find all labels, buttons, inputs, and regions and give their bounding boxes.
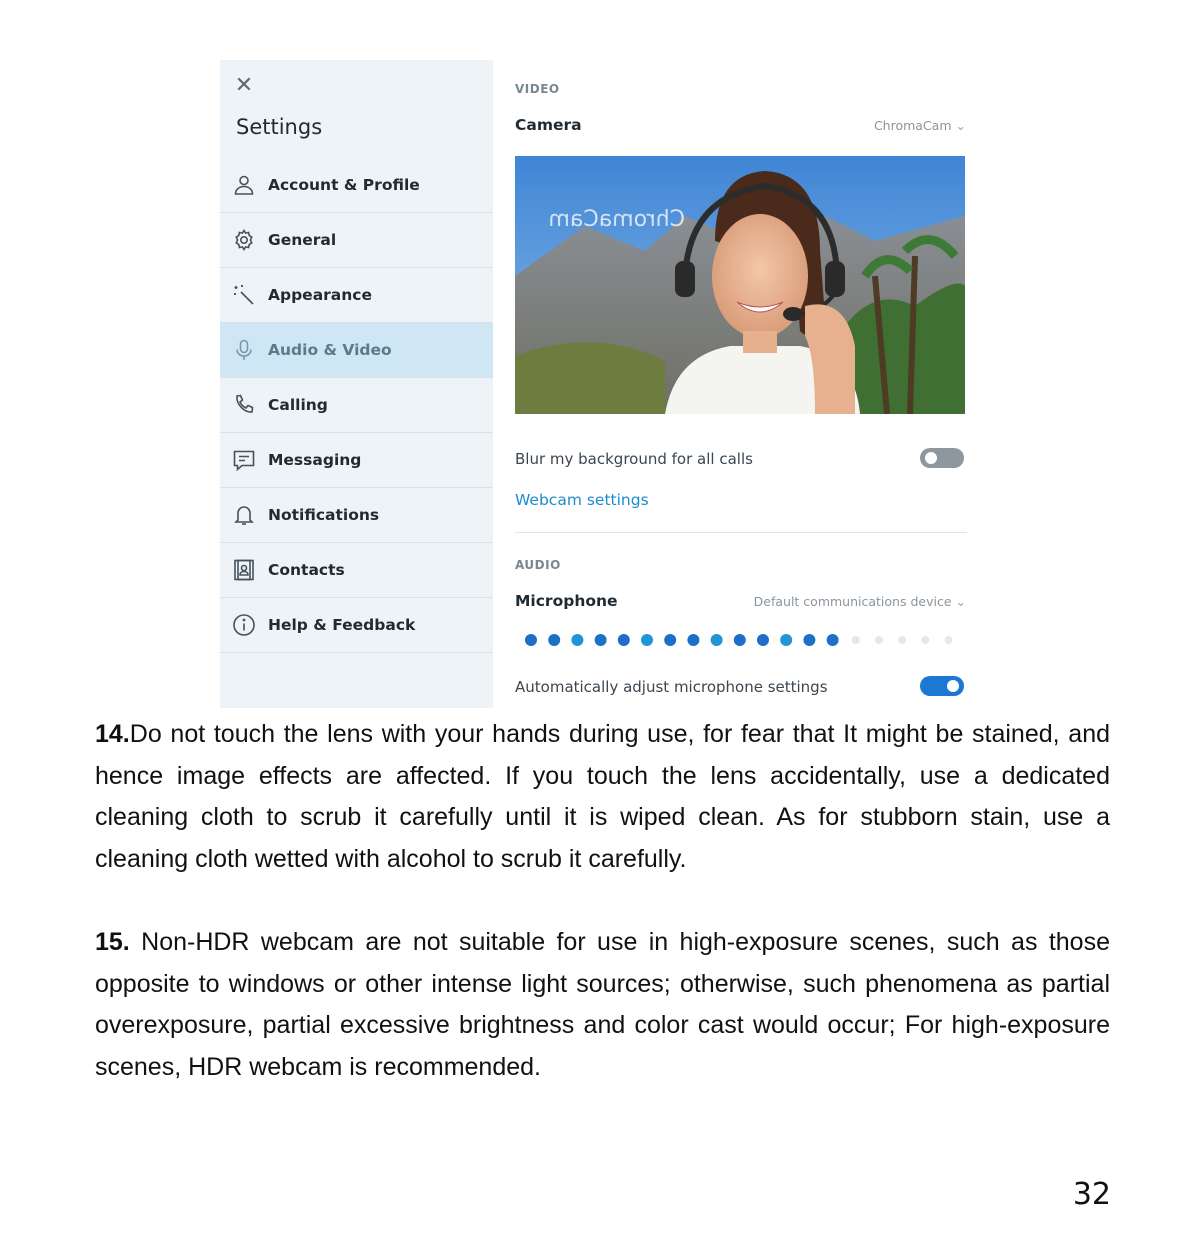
- mic-level-dot-active: [734, 634, 746, 646]
- paragraph-14: [95, 714, 1110, 881]
- mic-level-dot-active: [827, 634, 839, 646]
- settings-screenshot: [220, 60, 970, 708]
- webcam-settings-link[interactable]: Webcam settings: [515, 491, 649, 509]
- sidebar-item-appearance[interactable]: [220, 268, 493, 323]
- mic-level-dot-active: [711, 634, 723, 646]
- close-icon[interactable]: ✕: [234, 73, 254, 98]
- paragraph-15: [95, 922, 1110, 1089]
- microphone-level-dots: [525, 630, 965, 650]
- sidebar-item-general[interactable]: [220, 213, 493, 268]
- mic-level-dot-active: [548, 634, 560, 646]
- mic-level-dot-active: [664, 634, 676, 646]
- camera-preview: [515, 156, 965, 414]
- blur-background-label: Blur my background for all calls: [515, 450, 753, 468]
- mic-level-dot-active: [618, 634, 630, 646]
- sidebar-item-label: Appearance: [268, 286, 372, 304]
- camera-value: ChromaCam: [873, 118, 952, 133]
- sidebar-item-label: General: [268, 231, 337, 249]
- camera-preview-image: [515, 156, 965, 414]
- microphone-level-meter: [525, 630, 965, 650]
- mic-level-dot-active: [641, 634, 653, 646]
- mic-level-dot-active: [780, 634, 792, 646]
- mic-level-dot-inactive: [875, 636, 883, 644]
- camera-label: Camera: [515, 116, 582, 134]
- auto-adjust-mic-toggle[interactable]: [920, 676, 964, 696]
- mic-level-dot-active: [757, 634, 769, 646]
- sidebar-item-label: Audio & Video: [268, 341, 392, 359]
- gear-icon: [231, 227, 257, 253]
- toggle-knob: [947, 680, 959, 692]
- paragraph-number: 14.: [95, 720, 130, 748]
- paragraph-number: 15.: [95, 928, 130, 956]
- info-icon: [231, 612, 257, 638]
- settings-title: Settings: [236, 115, 323, 139]
- settings-nav: [220, 158, 493, 653]
- blur-background-toggle[interactable]: [920, 448, 964, 468]
- sidebar-item-label: Help & Feedback: [268, 616, 416, 634]
- mic-level-dot-active: [525, 634, 537, 646]
- sidebar-item-label: Calling: [268, 396, 328, 414]
- sidebar-item-contacts[interactable]: [220, 543, 493, 598]
- mic-level-dot-active: [803, 634, 815, 646]
- sidebar-item-messaging[interactable]: [220, 433, 493, 488]
- bell-icon: [231, 502, 257, 528]
- person-icon: [231, 172, 257, 198]
- chat-icon: [231, 447, 257, 473]
- mic-level-dot-active: [571, 634, 583, 646]
- sidebar-item-label: Contacts: [268, 561, 345, 579]
- sidebar-item-label: Messaging: [268, 451, 362, 469]
- settings-sidebar: [220, 60, 493, 708]
- sidebar-item-account-profile[interactable]: [220, 158, 493, 213]
- camera-dropdown[interactable]: [874, 118, 966, 133]
- audio-video-panel: [515, 60, 970, 708]
- page-number: 32: [1072, 1177, 1111, 1212]
- sidebar-item-calling[interactable]: [220, 378, 493, 433]
- microphone-dropdown[interactable]: [754, 594, 966, 609]
- sidebar-item-label: Notifications: [268, 506, 380, 524]
- sidebar-item-notifications[interactable]: [220, 488, 493, 543]
- magic-wand-icon: [231, 282, 257, 308]
- contact-card-icon: [231, 557, 257, 583]
- mic-level-dot-inactive: [852, 636, 860, 644]
- toggle-knob: [925, 452, 937, 464]
- mic-level-dot-active: [595, 634, 607, 646]
- paragraph-text: Non-HDR webcam are not suitable for use in high-exposure scenes, such as those opposite to windows or other intense light sources; otherwise, such phenomena as partial overexposure, partial excessive brightness and color cast would occur; For high-exposure scenes, HDR webcam is recommended.: [95, 928, 1110, 1082]
- phone-icon: [231, 392, 257, 418]
- audio-section-heading: AUDIO: [515, 558, 561, 572]
- mic-level-dot-inactive: [945, 636, 953, 644]
- mic-level-dot-inactive: [921, 636, 929, 644]
- sidebar-item-audio-video[interactable]: [220, 323, 493, 378]
- sidebar-item-help-feedback[interactable]: [220, 598, 493, 653]
- auto-adjust-mic-label: Automatically adjust microphone settings: [515, 678, 828, 696]
- paragraph-text: Do not touch the lens with your hands during use, for fear that It might be stained, and hence image effects are affected. If you touch the lens accidentally, use a dedicated cleaning cloth to scrub it carefully until it is wiped clean. As for stubborn stain, use a cleaning cloth wetted with alcohol to scrub it carefully.: [95, 720, 1110, 874]
- microphone-icon: [231, 337, 257, 363]
- chevron-down-icon: ⌄: [955, 118, 966, 133]
- section-divider: [515, 532, 967, 533]
- video-section-heading: VIDEO: [515, 82, 560, 96]
- preview-watermark: ChromaCam: [548, 207, 685, 232]
- chevron-down-icon: ⌄: [955, 594, 966, 609]
- sidebar-item-label: Account & Profile: [268, 176, 420, 194]
- microphone-value: Default communications device: [753, 594, 952, 609]
- mic-level-dot-inactive: [898, 636, 906, 644]
- microphone-label: Microphone: [515, 592, 618, 610]
- mic-level-dot-active: [687, 634, 699, 646]
